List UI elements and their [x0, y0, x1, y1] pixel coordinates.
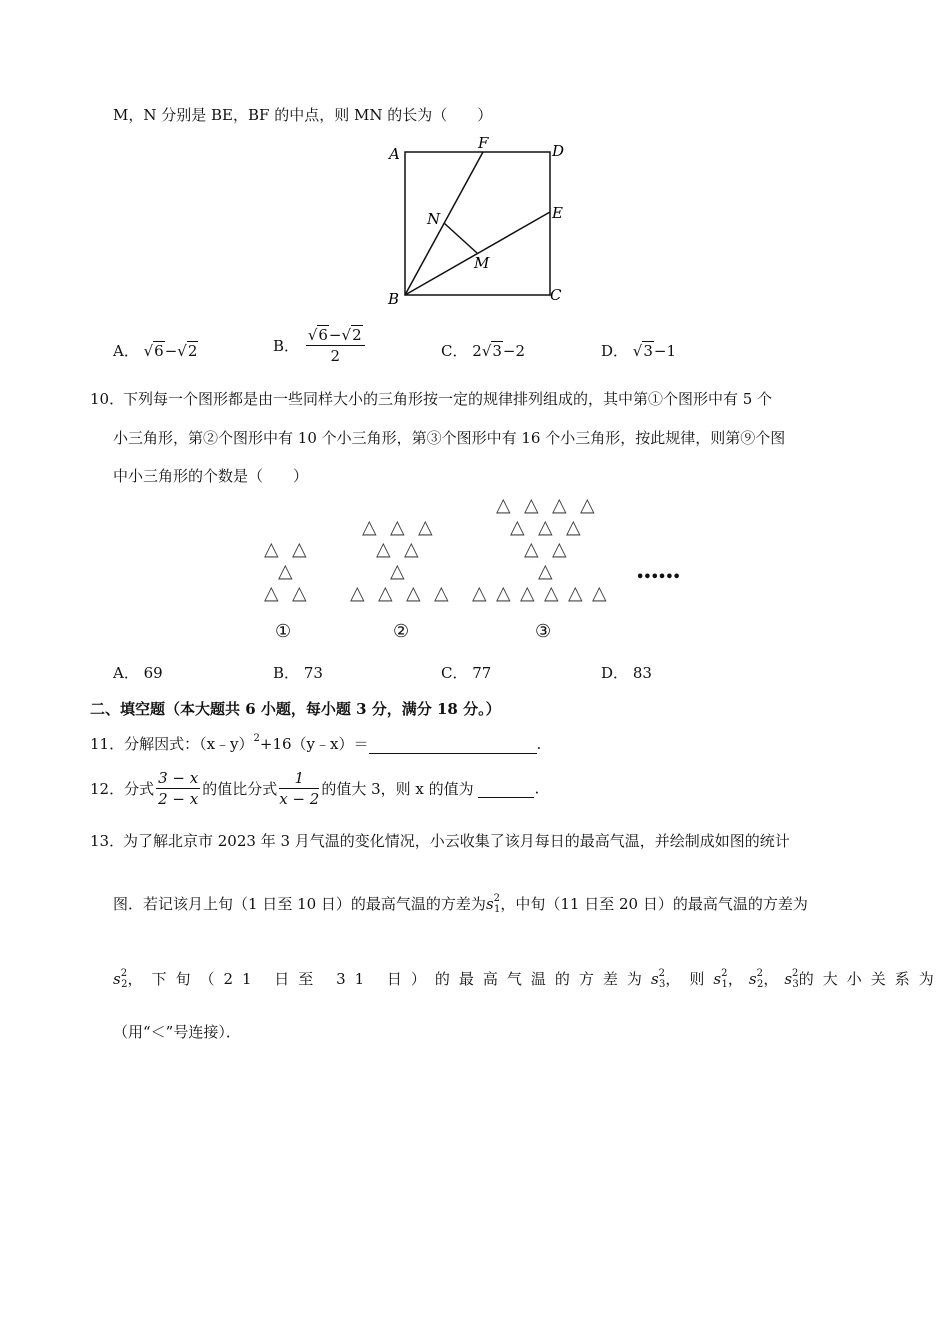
- section-2-title: 二、填空题（本大题共 6 小题，每小题 3 分，满分 18 分。）: [90, 700, 501, 718]
- triangle-icon: △: [292, 582, 307, 604]
- q12: 12．分式 $\frac{3 - x}{2 - x}$ 的值比分式 $\frac{1}{x - 2}$ 的值大 3，则 x 的值为 .: [90, 769, 540, 808]
- label-m: M: [474, 254, 490, 272]
- q12-answer-blank[interactable]: [478, 779, 534, 798]
- label-n: N: [427, 210, 441, 228]
- q10-number: 10．: [90, 390, 125, 408]
- triangle-icon: △: [472, 582, 487, 604]
- triangle-icon: △: [524, 538, 539, 560]
- triangle-icon: △: [552, 538, 567, 560]
- pattern-ellipsis: ••••••: [636, 570, 680, 585]
- q13-number: 13．: [90, 832, 125, 850]
- triangle-icon: △: [552, 494, 567, 516]
- triangle-icon: △: [434, 582, 449, 604]
- triangle-icon: △: [510, 516, 525, 538]
- q10-line1: 下列每一个图形都是由一些同样大小的三角形按一定的规律排列组成的，其中第①个图形中有 5 个: [123, 390, 773, 408]
- q9-stem-tail: M，N 分别是 BE，BF 的中点，则 MN 的长为（ ）: [113, 106, 493, 124]
- triangle-icon: △: [362, 516, 377, 538]
- q9-option-a: A． √6−√2: [113, 342, 198, 360]
- label-c: C: [550, 286, 562, 304]
- triangle-icon: △: [568, 582, 583, 604]
- q9-option-d: D． √3−1: [601, 342, 677, 360]
- triangle-icon: △: [580, 494, 595, 516]
- q13-line3: $s^2_2$，下旬（21 日至 31 日）的最高气温的方差为$s^2_3$，则$s^2_1$， $s^2_2$， $s^2_3$的大小关系为: [113, 968, 943, 990]
- triangle-icon: △: [390, 560, 405, 582]
- q10-option-b: B． 73: [273, 664, 323, 682]
- triangle-icon: △: [592, 582, 607, 604]
- q13-line4: （用“＜”号连接）．: [113, 1023, 241, 1041]
- triangle-icon: △: [264, 582, 279, 604]
- q9-option-b: B． $\frac{√6-√2}{2}$: [273, 325, 367, 366]
- triangle-icon: △: [496, 582, 511, 604]
- pattern-label-2: ②: [393, 621, 410, 642]
- pattern-label-3: ③: [535, 621, 552, 642]
- triangle-icon: △: [378, 582, 393, 604]
- triangle-icon: △: [278, 560, 293, 582]
- segment-mn: [444, 223, 477, 253]
- q10-option-a: A． 69: [113, 664, 163, 682]
- triangle-icon: △: [520, 582, 535, 604]
- q11: 11．分解因式：（x﹣y）$^2$+16（y﹣x）＝ .: [90, 733, 542, 753]
- label-d: D: [552, 142, 565, 160]
- triangle-icon: △: [292, 538, 307, 560]
- q10-option-d: D． 83: [601, 664, 652, 682]
- label-b: B: [388, 290, 400, 308]
- pattern-label-1: ①: [275, 621, 292, 642]
- square-geometry-figure: [380, 132, 580, 312]
- q10-line3: 中小三角形的个数是（ ）: [113, 467, 309, 485]
- triangle-icon: △: [544, 582, 559, 604]
- q9-option-c: C． 2√3−2: [441, 342, 526, 360]
- triangle-icon: △: [418, 516, 433, 538]
- q10-line2: 小三角形，第②个图形中有 10 个小三角形，第③个图形中有 16 个小三角形，按此规律，则第⑨个图: [113, 429, 786, 447]
- q10-option-c: C． 77: [441, 664, 492, 682]
- q13-line1: 为了解北京市 2023 年 3 月气温的变化情况，小云收集了该月每日的最高气温，并绘制成如图的统计: [123, 832, 790, 850]
- triangle-icon: △: [390, 516, 405, 538]
- q11-answer-blank[interactable]: [369, 735, 537, 754]
- label-e: E: [552, 204, 563, 222]
- triangle-icon: △: [538, 560, 553, 582]
- label-a: A: [389, 145, 400, 163]
- triangle-icon: △: [524, 494, 539, 516]
- triangle-icon: △: [406, 582, 421, 604]
- triangle-icon: △: [496, 494, 511, 516]
- label-f: F: [478, 134, 489, 152]
- triangle-icon: △: [566, 516, 581, 538]
- triangle-icon: △: [350, 582, 365, 604]
- triangle-icon: △: [404, 538, 419, 560]
- triangle-icon: △: [264, 538, 279, 560]
- triangle-icon: △: [538, 516, 553, 538]
- triangle-icon: △: [376, 538, 391, 560]
- q13-line2: 图．若记该月上旬（1 日至 10 日）的最高气温的方差为$s^2_1$，中旬（11 日至 20 日）的最高气温的方差为: [113, 893, 808, 915]
